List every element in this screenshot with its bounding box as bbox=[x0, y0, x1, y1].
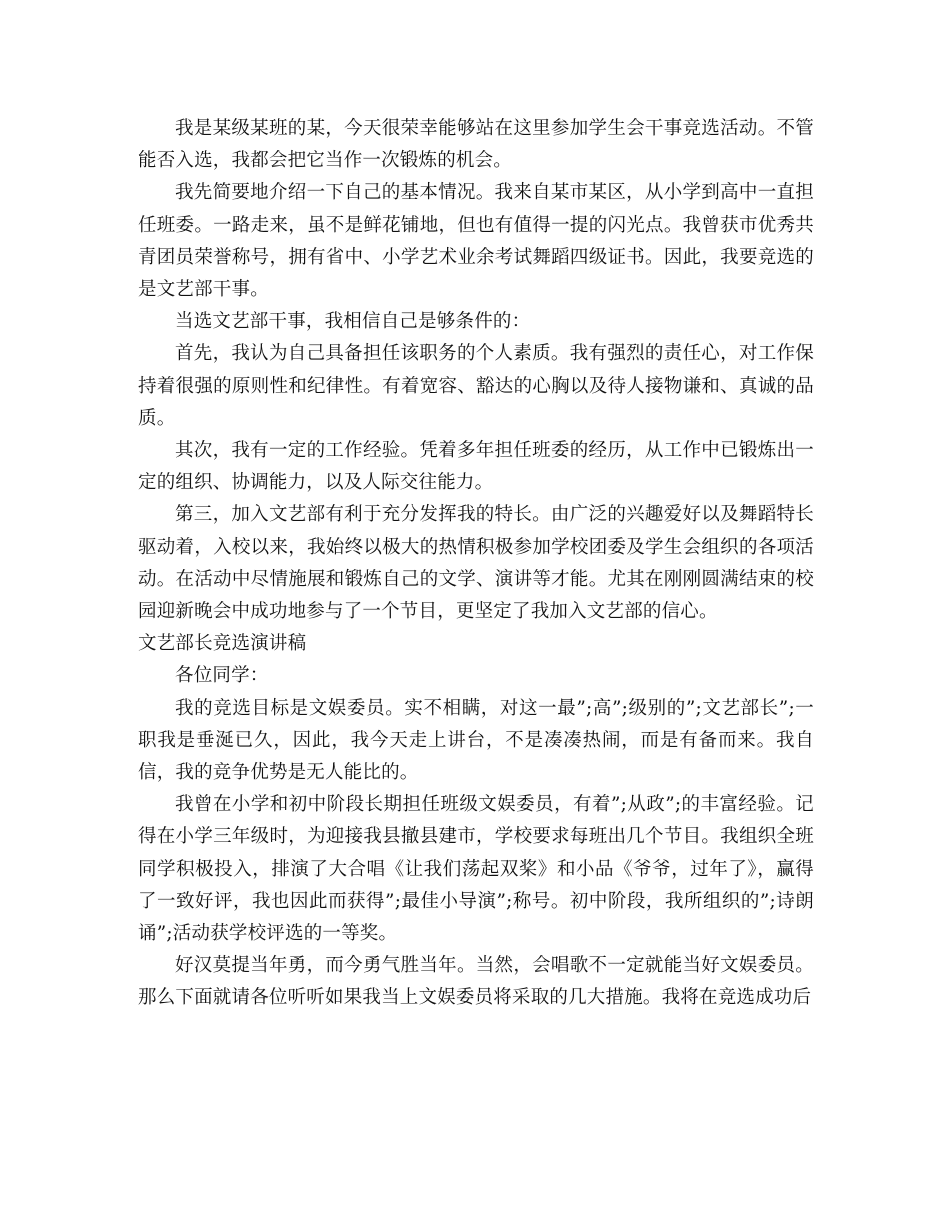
paragraph-measures: 好汉莫提当年勇，而今勇气胜当年。当然，会唱歌不一定就能当好文娱委员。那么下面就请各位听听如果我当上文娱委员将采取的几大措施。我将在竞选成功后 bbox=[138, 955, 814, 1009]
section-title: 文艺部长竞选演讲稿 bbox=[138, 633, 307, 655]
paragraph-third-point: 第三，加入文艺部有利于充分发挥我的特长。由广泛的兴趣爱好以及舞蹈特长驱动着，入校以来，我始终以极大的热情积极参加学校团委及学生会组织的各项活动。在活动中尽情施展和锻炼自己的文学、演讲等才能。尤其在刚刚圆满结束的校园迎新晚会中成功地参与了一个节目，更坚定了我加入文艺部的信心。 bbox=[138, 504, 814, 623]
paragraph-background: 我先简要地介绍一下自己的基本情况。我来自某市某区，从小学到高中一直担任班委。一路走来，虽不是鲜花铺地，但也有值得一提的闪光点。我曾获市优秀共青团员荣誉称号，拥有省中、小学艺术业余考试舞蹈四级证书。因此，我要竞选的是文艺部干事。 bbox=[138, 182, 814, 301]
paragraph-second-point: 其次，我有一定的工作经验。凭着多年担任班委的经历，从工作中已锻炼出一定的组织、协调能力，以及人际交往能力。 bbox=[138, 440, 814, 494]
document-body bbox=[138, 113, 814, 1015]
paragraph-experience: 我曾在小学和初中阶段长期担任班级文娱委员，有着”;从政”;的丰富经验。记得在小学三年级时，为迎接我县撤县建市，学校要求每班出几个节目。我组织全班同学积极投入，排演了大合唱《让我们荡起双桨》和小品《爷爷，过年了》，赢得了一致好评，我也因此而获得”;最佳小导演”;称号。初中阶段，我所组织的”;诗朗诵”;活动获学校评选的一等奖。 bbox=[138, 794, 814, 945]
paragraph-first-point: 首先，我认为自己具备担任该职务的个人素质。我有强烈的责任心，对工作保持着很强的原则性和纪律性。有着宽容、豁达的心胸以及待人接物谦和、真诚的品质。 bbox=[138, 343, 814, 429]
paragraph-greeting: 各位同学： bbox=[175, 665, 269, 687]
paragraph-goal: 我的竞选目标是文娱委员。实不相瞒，对这一最”;高”;级别的”;文艺部长”;一职我是垂涎已久，因此，我今天走上讲台，不是凑凑热闹，而是有备而来。我自信，我的竞争优势是无人能比的。 bbox=[138, 697, 814, 784]
paragraph-intro: 我是某级某班的某，今天很荣幸能够站在这里参加学生会干事竞选活动。不管能否入选，我都会把它当作一次锻炼的机会。 bbox=[138, 118, 814, 172]
paragraph-qualification-lead: 当选文艺部干事，我相信自己是够条件的： bbox=[175, 311, 531, 333]
